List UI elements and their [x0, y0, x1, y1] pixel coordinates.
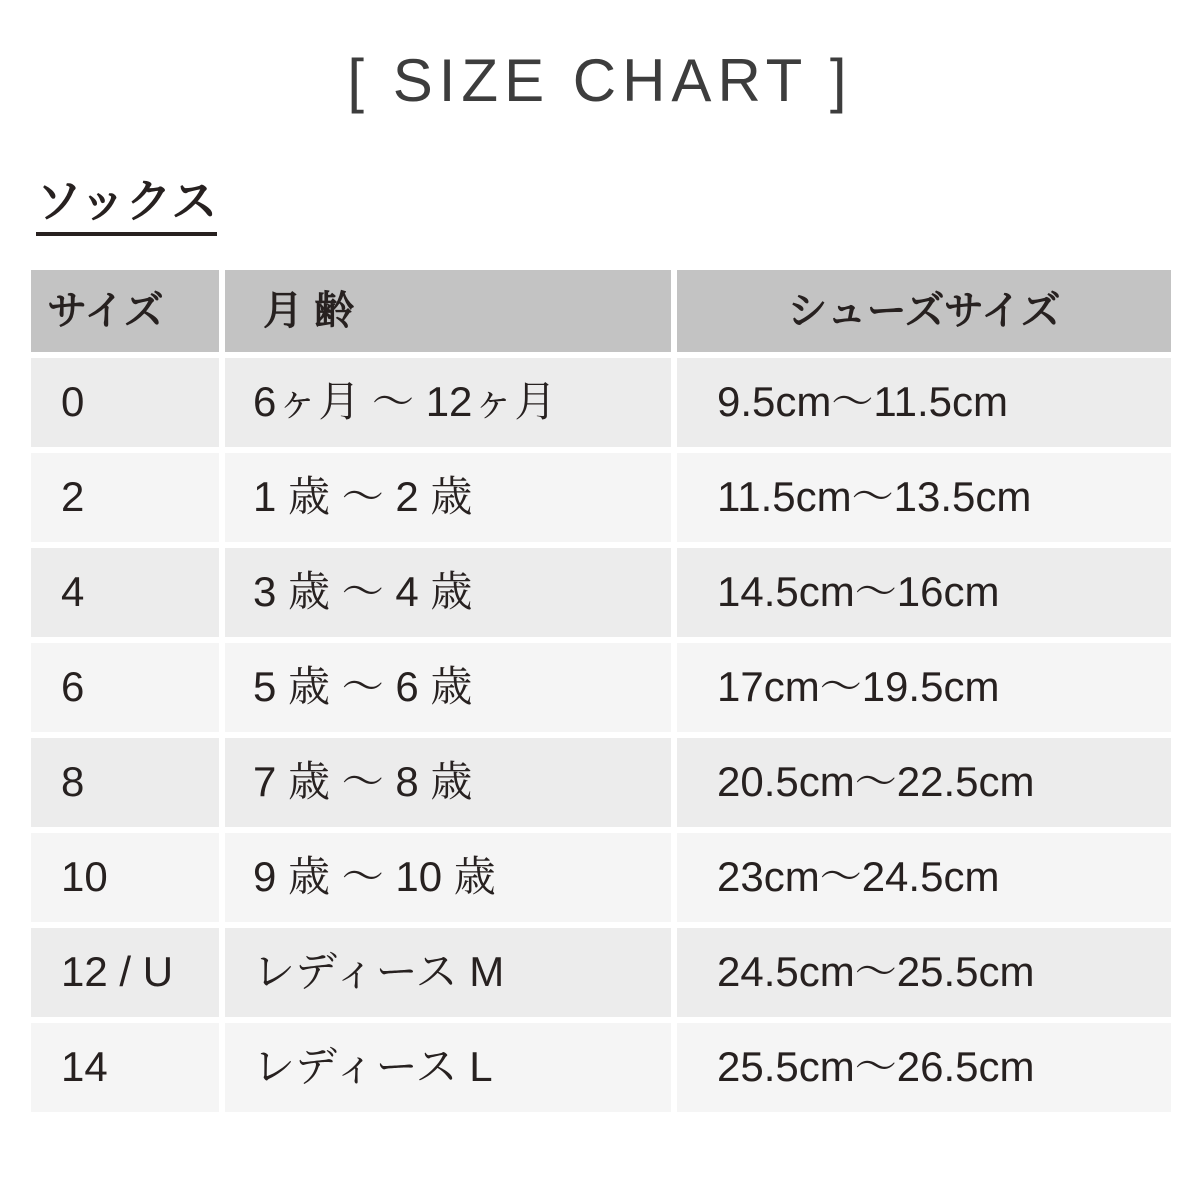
cell-age: 3 歳 ～ 4 歳 [225, 548, 671, 637]
cell-age: レディース M [225, 928, 671, 1017]
cell-size: 4 [31, 548, 219, 637]
cell-size: 2 [31, 453, 219, 542]
cell-size: 10 [31, 833, 219, 922]
cell-shoe-size: 23cm～24.5cm [677, 833, 1171, 922]
table-body [31, 358, 1171, 1112]
column-header-size: サイズ [31, 270, 219, 352]
cell-shoe-size: 14.5cm～16cm [677, 548, 1171, 637]
cell-age: 7 歳 ～ 8 歳 [225, 738, 671, 827]
table-row [31, 1023, 1171, 1112]
table-row [31, 358, 1171, 447]
section-heading-socks: ソックス [36, 175, 217, 236]
column-header-age: 月 齢 [225, 270, 671, 352]
cell-size: 14 [31, 1023, 219, 1112]
table-row [31, 643, 1171, 732]
cell-age: 9 歳 ～ 10 歳 [225, 833, 671, 922]
cell-shoe-size: 24.5cm～25.5cm [677, 928, 1171, 1017]
cell-size: 8 [31, 738, 219, 827]
column-header-shoe-size: シューズサイズ [677, 270, 1171, 352]
table-row [31, 928, 1171, 1017]
table-row [31, 833, 1171, 922]
size-chart-table [31, 270, 1171, 1112]
cell-age: 6ヶ月 ～ 12ヶ月 [225, 358, 671, 447]
cell-age: 5 歳 ～ 6 歳 [225, 643, 671, 732]
cell-size: 0 [31, 358, 219, 447]
cell-age: レディース L [225, 1023, 671, 1112]
page-title: [ SIZE CHART ] [347, 47, 853, 114]
cell-shoe-size: 11.5cm～13.5cm [677, 453, 1171, 542]
cell-size: 6 [31, 643, 219, 732]
cell-shoe-size: 9.5cm～11.5cm [677, 358, 1171, 447]
cell-shoe-size: 17cm～19.5cm [677, 643, 1171, 732]
cell-size: 12 / U [31, 928, 219, 1017]
section [0, 115, 1200, 236]
cell-shoe-size: 20.5cm～22.5cm [677, 738, 1171, 827]
table-row [31, 738, 1171, 827]
cell-age: 1 歳 ～ 2 歳 [225, 453, 671, 542]
table-header-row [31, 270, 1171, 352]
table-row [31, 548, 1171, 637]
cell-shoe-size: 25.5cm～26.5cm [677, 1023, 1171, 1112]
table-row [31, 453, 1171, 542]
